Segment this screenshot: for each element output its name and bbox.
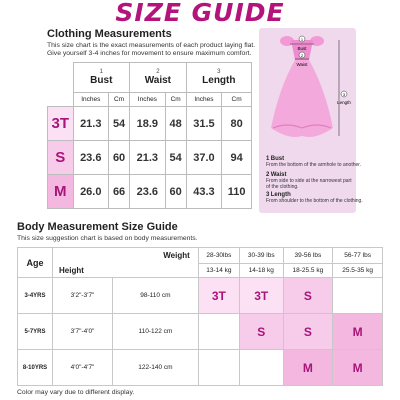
weight-lbs: 39-56 lbs [283, 248, 333, 264]
value-cell: 43.3 [186, 175, 222, 209]
unit-cell: Inches [186, 93, 222, 107]
value-cell: 54 [165, 141, 186, 175]
age-cell: 8-10YRS [18, 350, 53, 386]
value-cell: 60 [165, 175, 186, 209]
table-row [18, 314, 383, 350]
value-cell: 31.5 [186, 107, 222, 141]
weight-kg: 14-18 kg [240, 264, 284, 278]
bust-text: Bust [297, 46, 307, 51]
body-measurement-table [17, 247, 383, 386]
col-length: 3 Length [186, 63, 251, 93]
value-cell: 23.6 [73, 141, 109, 175]
value-cell: 66 [109, 175, 130, 209]
unit-cell: Inches [73, 93, 109, 107]
clothing-desc-1: This size chart is the exact measurements of each product laying flat. [47, 42, 256, 49]
unit-cell: Cm [109, 93, 130, 107]
clothing-desc-2: Give yourself 3-4 inches for movement to ensure maximum comfort. [47, 50, 252, 57]
height-cm: 110-122 cm [113, 314, 199, 350]
weight-lbs: 30-39 lbs [240, 248, 284, 264]
legend-waist: 2 Waist From side to side at the narrowest part of the clothing. [266, 172, 352, 190]
value-cell: 23.6 [130, 175, 166, 209]
size-label: M [48, 175, 74, 209]
value-cell: 37.0 [186, 141, 222, 175]
size-cell: M [333, 350, 383, 386]
height-in: 3'7"-4'0" [53, 314, 113, 350]
waist-text: Waist [296, 62, 308, 67]
table-row [18, 350, 383, 386]
weight-lbs: 28-30lbs [198, 248, 239, 264]
weight-lbs: 56-77 lbs [333, 248, 383, 264]
size-cell: M [333, 314, 383, 350]
unit-cell: Cm [165, 93, 186, 107]
age-cell: 3-4YRS [18, 278, 53, 314]
height-in: 4'0"-4'7" [53, 350, 113, 386]
height-cm: 122-140 cm [113, 350, 199, 386]
unit-cell: Inches [130, 93, 166, 107]
legend-length: 3 Length From shoulder to the bottom of the clothing. [266, 192, 363, 204]
weight-kg: 25.5-35 kg [333, 264, 383, 278]
value-cell: 26.0 [73, 175, 109, 209]
length-text: Length [337, 100, 351, 105]
size-cell: S [240, 314, 284, 350]
size-cell: S [283, 278, 333, 314]
table-row [48, 175, 252, 209]
value-cell: 21.3 [73, 107, 109, 141]
banner-title: SIZE GUIDE [115, 0, 285, 27]
size-cell: M [283, 350, 333, 386]
value-cell: 60 [109, 141, 130, 175]
dress-illustration [259, 28, 356, 148]
clothing-measurement-table [47, 62, 252, 209]
legend-bust: 1 Bust From the bottom of the armhole to another. [266, 156, 362, 168]
height-cm: 98-110 cm [113, 278, 199, 314]
value-cell: 21.3 [130, 141, 166, 175]
weight-kg: 13-14 kg [198, 264, 239, 278]
size-label: S [48, 141, 74, 175]
size-cell [198, 314, 239, 350]
value-cell: 80 [222, 107, 252, 141]
col-waist: 2 Waist [130, 63, 187, 93]
age-header: Age [18, 248, 53, 278]
body-title: Body Measurement Size Guide [17, 221, 178, 233]
value-cell: 18.9 [130, 107, 166, 141]
col-bust: 1 Bust [73, 63, 130, 93]
footer-note: Color may vary due to different display. [17, 389, 135, 396]
unit-cell: Cm [222, 93, 252, 107]
size-cell: 3T [198, 278, 239, 314]
size-cell: 3T [240, 278, 284, 314]
size-cell [198, 350, 239, 386]
table-row [48, 141, 252, 175]
weight-kg: 18-25.5 kg [283, 264, 333, 278]
bust-marker: 1 [300, 37, 304, 42]
body-desc: This size suggestion chart is based on body measurements. [17, 235, 198, 242]
size-cell: S [283, 314, 333, 350]
height-in: 3'2"-3'7" [53, 278, 113, 314]
waist-marker: 2 [300, 53, 304, 58]
height-header: Height [53, 264, 199, 278]
size-cell [240, 350, 284, 386]
size-cell [333, 278, 383, 314]
value-cell: 48 [165, 107, 186, 141]
size-guide-banner [0, 0, 400, 26]
value-cell: 110 [222, 175, 252, 209]
table-row [48, 107, 252, 141]
age-cell: 5-7YRS [18, 314, 53, 350]
value-cell: 94 [222, 141, 252, 175]
weight-header: Weight [53, 248, 199, 264]
value-cell: 54 [109, 107, 130, 141]
clothing-title: Clothing Measurements [47, 28, 172, 40]
length-marker: 3 [342, 92, 346, 97]
size-label: 3T [48, 107, 74, 141]
table-row [18, 278, 383, 314]
